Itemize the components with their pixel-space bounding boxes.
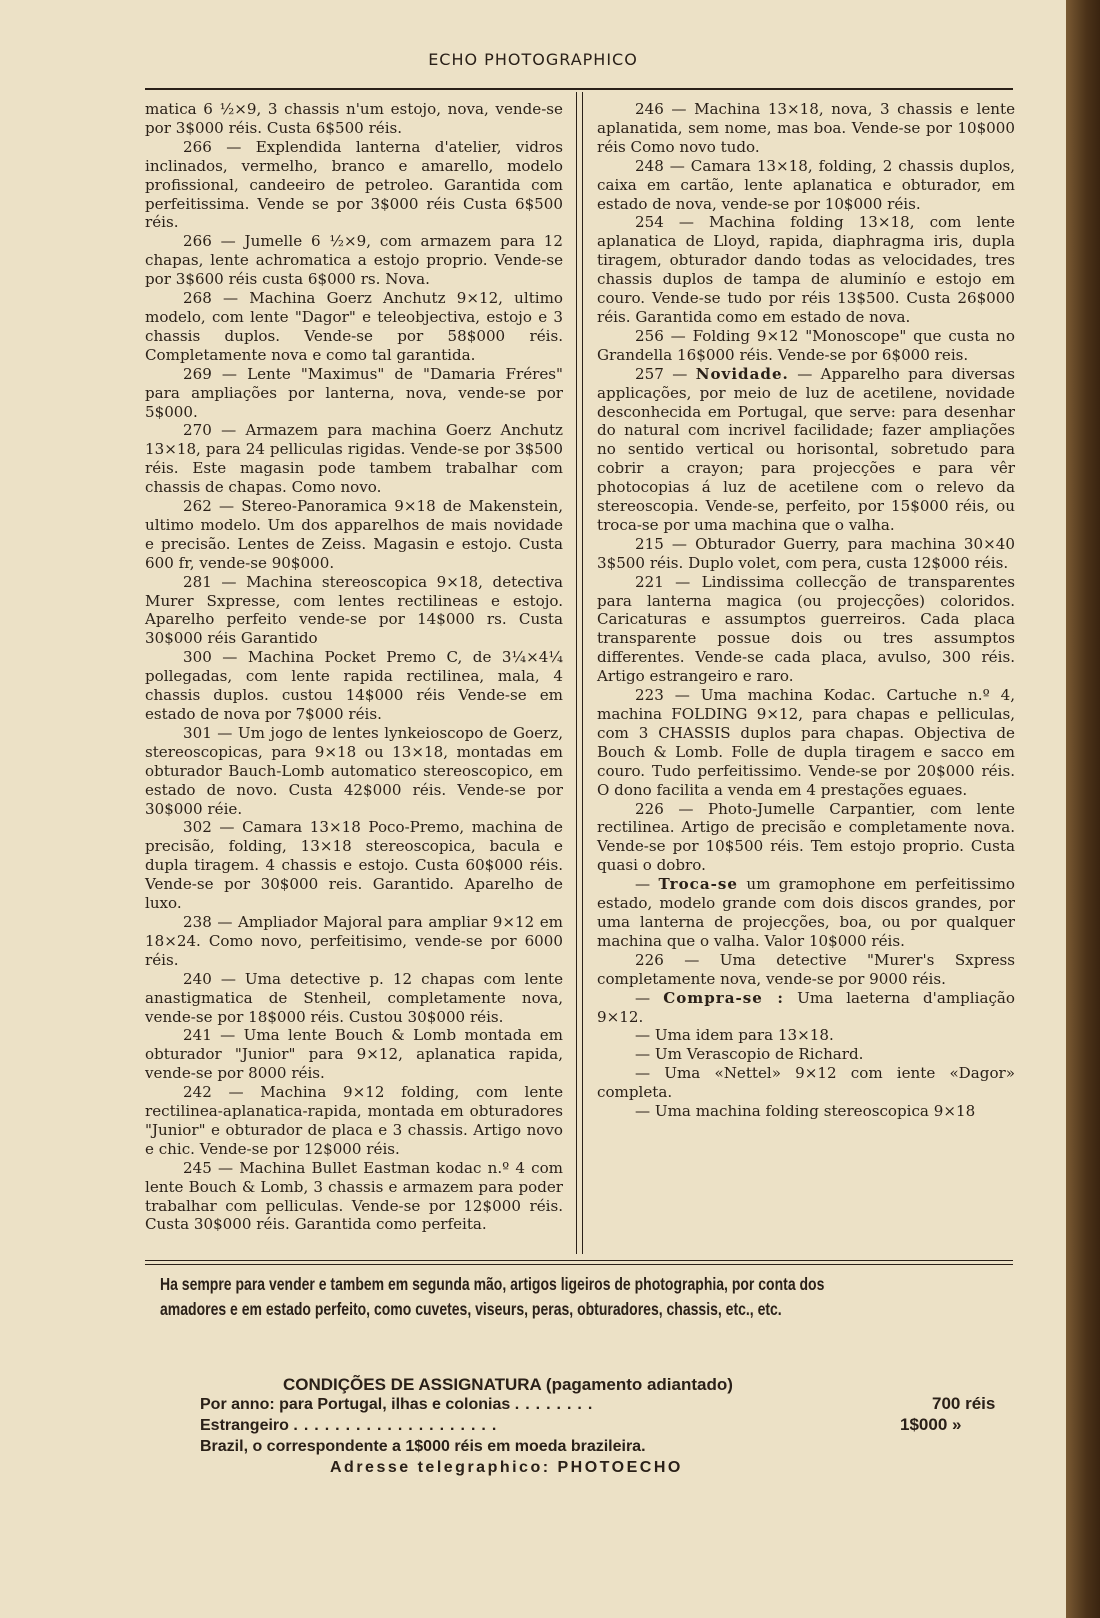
listing-entry: 238 — Ampliador Majoral para ampliar 9×12 em 18×24. Como novo, perfeitisimo, vende-se por 6000 réis. bbox=[145, 912, 563, 969]
column-divider bbox=[576, 92, 577, 1254]
listing-entry: — Uma machina folding stereoscopica 9×18 bbox=[635, 1102, 976, 1121]
listing-entry: 226 — Uma detective "Murer's Sxpress completamente nova, vende-se por 9000 réis. bbox=[597, 950, 1015, 988]
listing-entry: 301 — Um jogo de lentes lynkeioscopo de Goerz, stereoscopicas, para 9×18 ou 13×18, montadas em obturador Bauch-Lomb automatico stereoscopico, em estado de novo. Custa 42$000 réis. Vende-se por 30$000 réie. bbox=[145, 723, 563, 818]
entry-text: Uma laeterna d'ampliação 9×12. bbox=[597, 988, 1015, 1026]
header-rule bbox=[145, 88, 1013, 90]
listing-entry bbox=[597, 365, 1015, 535]
listing-entry: 300 — Machina Pocket Premo C, de 3¼×4¼ pollegadas, com lente rapida rectilinea, mala, 4 chassis duplos. custou 14$000 réis Vende-se em estado de nova por 7$000 réis. bbox=[145, 648, 563, 723]
listing-entry: 266 — Explendida lanterna d'atelier, vidros inclinados, vermelho, branco e amarello, modelo profissional, candeeiro de petroleo. Garantida com perfeitissima. Vende se por 3$000 réis Custa 6$500 réis. bbox=[145, 137, 563, 232]
entry-prefix: — bbox=[635, 988, 664, 1007]
listing-entry: 281 — Machina stereoscopica 9×18, detectiva Murer Sxpresse, com lentes rectilineas e estojo. Aparelho perfeito vende-se por 14$000 rs. Custa 30$000 réis Garantido bbox=[145, 572, 563, 648]
entry-prefix: 257 — bbox=[635, 364, 696, 383]
subscription-row bbox=[200, 1396, 598, 1414]
row-value: 700 réis bbox=[932, 1394, 996, 1413]
listing-entry: matica 6 ½×9, 3 chassis n'um estojo, nova, vende-se por 3$000 réis. Custa 6$500 réis. bbox=[145, 100, 563, 137]
listing-entry: 262 — Stereo-Panoramica 9×18 de Makenstein, ultimo modelo. Um dos apparelhos de mais novidade e precisão. Lentes de Zeiss. Magasin e estojo. Custa 600 fr, vende-se 90$000. bbox=[145, 497, 563, 572]
listing-entry: — Uma «Nettel» 9×12 com iente «Dagor» completa. bbox=[597, 1064, 1015, 1102]
entry-prefix: — bbox=[635, 875, 659, 894]
notice bbox=[160, 1272, 848, 1322]
listing-entry: 266 — Jumelle 6 ½×9, com armazem para 12 chapas, lente achromatica a estojo proprio. Vende-se por 3$600 réis custa 6$000 rs. Nova. bbox=[145, 232, 563, 289]
listing-entry: 215 — Obturador Guerry, para machina 30×40 3$500 réis. Duplo volet, com pera, custa 12$000 réis. bbox=[597, 534, 1015, 572]
listing-entry: — Um Verascopio de Richard. bbox=[635, 1045, 864, 1064]
listing-entry: 223 — Uma machina Kodac. Cartuche n.º 4, machina FOLDING 9×12, para chapas e pelliculas, com 3 CHASSIS duplos para chapas. Objectiva de Bouch & Lomb. Folle de dupla tiragem e sacco em couro. Tudo perfeitissimo. Vende-se por 20$000 réis. O dono facilita a venda em 4 prestações eguaes. bbox=[597, 686, 1015, 799]
listing-entry: — Uma idem para 13×18. bbox=[635, 1026, 834, 1045]
subscription-row bbox=[200, 1417, 502, 1435]
listing-entry: 269 — Lente "Maximus" de "Damaria Fréres" para ampliações por lanterna, nova, vende-se por 5$000. bbox=[145, 364, 563, 421]
subscription-note: (pagamento adiantado) bbox=[545, 1375, 733, 1394]
entry-text: um gramophone em perfeitissimo estado, modelo grande com dois discos grandes, por uma lanterna de projecções, boa, ou por qualquer machina que o valha. Valor 10$000 réis. bbox=[597, 875, 1015, 950]
listing-entry: 268 — Machina Goerz Anchutz 9×12, ultimo modelo, com lente "Dagor" e teleobjectiva, estojo e 3 chassis duplos. Vende-se por 58$000 réis. Completamente nova e como tal garantida. bbox=[145, 289, 563, 364]
row-value: 1$000 » bbox=[900, 1415, 962, 1434]
listing-entry: 256 — Folding 9×12 "Monoscope" que custa no Grandella 16$000 réis. Vende-se por 6$000 reis. bbox=[597, 326, 1015, 364]
row-dots: .................... bbox=[293, 1417, 503, 1434]
entry-text: — Apparelho para diversas applicações, por meio de luz de acetilene, novidade desconhecida em Portugal, que serve: para desenhar do natural com incrivel facilidade; fazer ampliações no sentido vertical ou horisontal, sobretudo para cobrir a crayon; para projecções e para vêr photocopias á luz de acetilene com o relevo da stereoscopia. Vende-se, perfeito, por 15$000 réis, ou troca-se por uma machina que o valha. bbox=[597, 364, 1015, 534]
row-label: Estrangeiro bbox=[200, 1417, 289, 1434]
listing-entry: 242 — Machina 9×12 folding, com lente rectilinea-aplanatica-rapida, montada em obturadores "Junior" e obturador de placa e 3 chassis. Artigo novo e chic. Vende-se por 12$000 réis. bbox=[145, 1083, 563, 1158]
right-column bbox=[597, 100, 1015, 1121]
notice-line: amadores e em estado perfeito, como cuvetes, viseurs, peras, obturadores, chassis, etc., etc. bbox=[160, 1299, 782, 1319]
listing-entry: 270 — Armazem para machina Goerz Anchutz 13×18, para 24 pelliculas rigidas. Vende-se por 3$500 réis. Este magasin pode tambem trabalhar com chassis de chapas. Como novo. bbox=[145, 421, 563, 497]
listing-entry: 302 — Camara 13×18 Poco-Premo, machina de precisão, folding, 13×18 stereoscopica, bacula e dupla tiragem. 4 chassis e estojo. Custa 60$000 réis. Vende-se por 30$000 reis. Garantido. Aparelho de luxo. bbox=[145, 818, 563, 913]
listing-entry: 248 — Camara 13×18, folding, 2 chassis duplos, caixa em cartão, lente aplanatica e obturador, em estado de nova, vende-se por 10$000 réis. bbox=[597, 156, 1015, 213]
footer-rule bbox=[145, 1260, 1013, 1261]
book-spine bbox=[1066, 0, 1100, 1618]
listing-entry bbox=[597, 989, 1015, 1027]
listing-entry bbox=[597, 875, 1015, 951]
running-head: ECHO PHOTOGRAPHICO bbox=[428, 50, 638, 69]
footer-rule bbox=[145, 1264, 1013, 1265]
notice-line: Ha sempre para vender e tambem em segunda mão, artigos ligeiros de photographia, por conta dos bbox=[160, 1274, 825, 1294]
listing-entry: 221 — Lindissima collecção de transparentes para lanterna magica (ou projecções) coloridos. Caricaturas e assumptos guerreiros. Cada placa transparente possue dois ou tres assumptos differentes. Vende-se cada placa, avulso, 300 réis. Artigo estrangeiro e raro. bbox=[597, 572, 1015, 686]
listing-entry: 226 — Photo-Jumelle Carpantier, com lente rectilinea. Artigo de precisão e completamente nova. Vende-se por 10$500 réis. Tem estojo proprio. Custa quasi o dobro. bbox=[597, 799, 1015, 875]
subscription-heading bbox=[283, 1375, 733, 1395]
row-dots: ........ bbox=[514, 1396, 599, 1413]
listing-entry: 240 — Uma detective p. 12 chapas com lente anastigmatica de Stenheil, completamente nova, vende-se por 18$000 réis. Custou 30$000 réis. bbox=[145, 969, 563, 1026]
listing-entry: 254 — Machina folding 13×18, com lente aplanatica de Lloyd, rapida, diaphragma iris, dupla tiragem, obturador dando todas as velocidades, tres chassis duplos de tampa de aluminío e estojo em couro. Vende-se tudo por réis 13$500. Custa 26$000 réis. Garantida como em estado de nova. bbox=[597, 213, 1015, 326]
telegraph-line: Adresse telegraphico: PHOTOECHO bbox=[330, 1459, 683, 1476]
entry-keyword: Novidade. bbox=[695, 364, 789, 383]
listing-entry: 241 — Uma lente Bouch & Lomb montada em obturador "Junior" para 9×12, aplanatica rapida, vende-se por 8000 réis. bbox=[145, 1026, 563, 1083]
listing-entry: 246 — Machina 13×18, nova, 3 chassis e lente aplanatida, sem nome, mas boa. Vende-se por 10$000 réis Como novo tudo. bbox=[597, 100, 1015, 156]
entry-keyword: Troca-se bbox=[658, 875, 738, 894]
subscription-title: CONDIÇÕES DE ASSIGNATURA bbox=[283, 1375, 542, 1394]
left-column bbox=[145, 100, 563, 1234]
listing-entry: 245 — Machina Bullet Eastman kodac n.º 4 com lente Bouch & Lomb, 3 chassis e armazem para poder trabalhar com pelliculas. Vende-se por 12$000 réis. Custa 30$000 réis. Garantida como perfeita. bbox=[145, 1158, 563, 1234]
row-label: Por anno: para Portugal, ilhas e colonias bbox=[200, 1396, 511, 1413]
column-divider bbox=[582, 92, 583, 1254]
entry-keyword: Compra-se : bbox=[663, 988, 785, 1007]
brazil-line: Brazil, o correspondente a 1$000 réis em moeda brazileira. bbox=[200, 1438, 646, 1455]
